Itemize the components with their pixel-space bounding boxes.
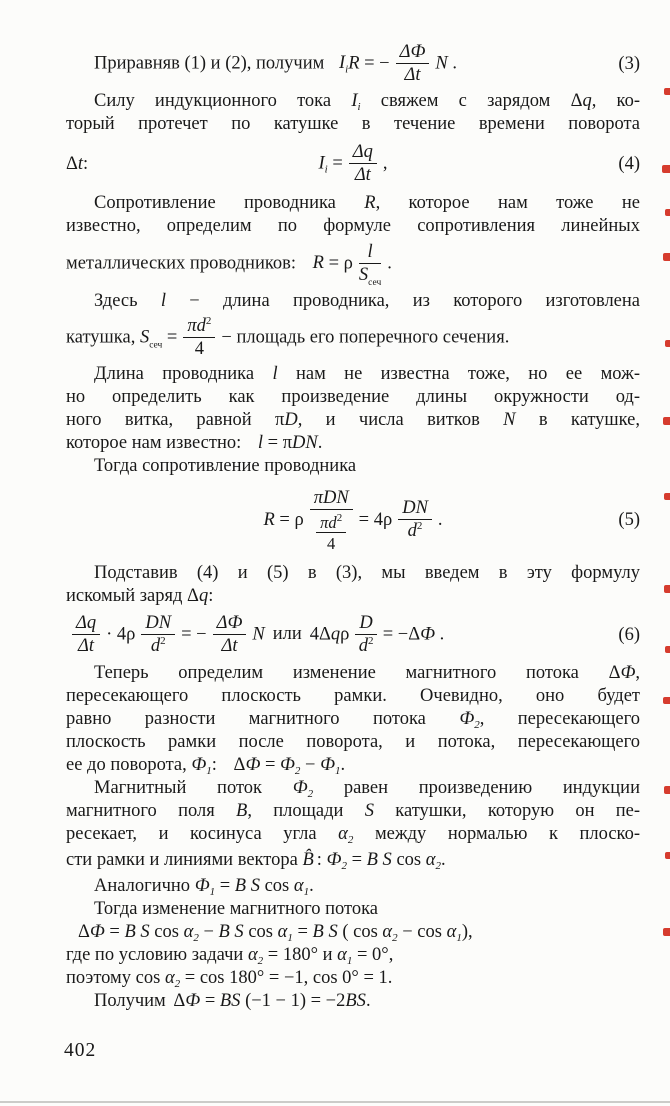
txt: поэтому cos bbox=[66, 968, 161, 988]
var: t bbox=[77, 153, 84, 174]
var: α bbox=[446, 922, 457, 942]
den: Δt bbox=[354, 165, 371, 185]
red-edge-mark bbox=[665, 340, 670, 347]
num: Δq bbox=[72, 613, 100, 635]
operator: = 0°, bbox=[357, 945, 394, 965]
var: q bbox=[198, 586, 209, 606]
var: q bbox=[330, 624, 341, 645]
num bbox=[183, 316, 215, 338]
fraction bbox=[396, 42, 430, 86]
txt: . bbox=[317, 433, 323, 453]
sub: i bbox=[324, 163, 328, 176]
var: Ф bbox=[326, 850, 342, 870]
operator: = bbox=[332, 153, 343, 174]
txt: Сопротивление проводника bbox=[94, 193, 336, 213]
red-edge-mark bbox=[663, 417, 670, 425]
sub: 2 bbox=[174, 978, 181, 990]
text-line bbox=[66, 898, 640, 921]
fraction bbox=[359, 242, 381, 286]
var: Ф bbox=[89, 922, 105, 942]
red-edge-mark bbox=[665, 852, 670, 859]
var: α bbox=[338, 824, 348, 844]
scan-bottom-edge bbox=[0, 1101, 670, 1103]
txt: Δ bbox=[173, 991, 186, 1011]
text-line bbox=[66, 455, 640, 478]
fraction bbox=[213, 613, 247, 657]
var: l bbox=[272, 364, 278, 384]
text-line bbox=[66, 990, 640, 1013]
operator: − cos bbox=[402, 922, 442, 942]
txt: (−1 − 1) = −2 bbox=[245, 991, 346, 1011]
operator: = cos 180° = −1, cos 0° = 1. bbox=[184, 968, 393, 988]
num: ΔФ bbox=[396, 42, 430, 64]
operator: = 180° и bbox=[267, 945, 333, 965]
red-edge-mark bbox=[663, 928, 670, 936]
page-number: 402 bbox=[64, 1040, 97, 1061]
var: BS bbox=[219, 991, 241, 1011]
sub: 1 bbox=[206, 765, 212, 777]
txt: Δ bbox=[233, 755, 246, 775]
txt: − bbox=[221, 327, 232, 348]
equation-number: (3) bbox=[618, 53, 640, 74]
var: α bbox=[425, 850, 436, 870]
txt: между нормалью к плоско- bbox=[374, 824, 641, 844]
num: DN bbox=[398, 498, 432, 520]
text-line bbox=[66, 432, 640, 455]
den: 4 bbox=[194, 339, 204, 359]
txt: плоскость рамки после поворота, и потока, пересекающего bbox=[66, 732, 640, 752]
operator: = ρ bbox=[328, 253, 353, 274]
sub: 2 bbox=[307, 788, 314, 800]
var: α bbox=[247, 945, 258, 965]
txt: . bbox=[439, 624, 445, 645]
var: Ф bbox=[420, 624, 436, 645]
sub: 2 bbox=[257, 955, 264, 967]
den bbox=[316, 510, 346, 553]
var: α bbox=[183, 922, 194, 942]
formula bbox=[66, 242, 392, 286]
txt: равен произведению индукции bbox=[343, 778, 640, 798]
var: Ф bbox=[185, 991, 201, 1011]
txt: . bbox=[440, 850, 446, 870]
var: B bbox=[236, 801, 248, 821]
sub: i bbox=[345, 63, 349, 76]
txt: равно разности магнитного потока bbox=[66, 709, 426, 729]
var: Ф bbox=[191, 755, 207, 775]
text-line bbox=[66, 90, 640, 113]
var: I bbox=[318, 153, 325, 174]
text-line bbox=[66, 875, 640, 898]
text-line bbox=[66, 800, 640, 823]
operator: = bbox=[264, 755, 276, 775]
red-edge-mark bbox=[664, 585, 670, 593]
var: R bbox=[263, 509, 275, 530]
txt: πd bbox=[320, 512, 337, 532]
var: B S bbox=[234, 876, 260, 896]
text-line bbox=[66, 731, 640, 754]
txt: но определить как произведение длины окружности од- bbox=[66, 387, 640, 407]
sup: 2 bbox=[205, 315, 212, 327]
text-line bbox=[66, 215, 640, 238]
txt: магнитного поля bbox=[66, 801, 215, 821]
var: Ф bbox=[292, 778, 308, 798]
sup: 2 bbox=[367, 635, 374, 647]
num: l bbox=[359, 242, 381, 264]
txt: Силу индукционного тока bbox=[94, 91, 332, 111]
text-line bbox=[66, 585, 640, 608]
var: α bbox=[277, 922, 288, 942]
equation-number: (6) bbox=[618, 624, 640, 645]
fraction bbox=[355, 613, 376, 657]
var: Ф bbox=[245, 755, 261, 775]
text-line bbox=[66, 192, 640, 215]
red-edge-mark bbox=[664, 88, 670, 95]
sub: 2 bbox=[341, 860, 347, 872]
num: Δq bbox=[349, 142, 377, 164]
num: πDN bbox=[310, 488, 353, 510]
sub: сеч bbox=[149, 340, 163, 351]
txt: Аналогично bbox=[94, 876, 191, 896]
var: Ф bbox=[620, 663, 636, 683]
txt: , пересекающего bbox=[479, 709, 640, 729]
txt: ного витка, равной bbox=[66, 410, 252, 430]
den: Δt bbox=[404, 65, 421, 85]
txt: , ко- bbox=[591, 91, 641, 111]
equation-4-row bbox=[66, 136, 640, 192]
operator: = − bbox=[364, 53, 390, 74]
sub: 1 bbox=[287, 932, 293, 944]
txt: Получим bbox=[94, 991, 166, 1011]
txt: : bbox=[316, 850, 322, 870]
txt: : bbox=[83, 153, 89, 174]
txt: cos bbox=[248, 922, 273, 942]
var: B S bbox=[312, 922, 338, 942]
operator: = ρ bbox=[279, 509, 304, 530]
txt: Магнитный поток bbox=[94, 778, 263, 798]
fraction bbox=[316, 513, 346, 553]
txt: 4ρ bbox=[116, 624, 136, 645]
equation-6-row bbox=[66, 608, 640, 662]
var: B S bbox=[124, 922, 150, 942]
text-line bbox=[66, 386, 640, 409]
var: α bbox=[337, 945, 347, 965]
operator: = bbox=[219, 876, 231, 896]
txt: cos bbox=[396, 850, 422, 870]
var: R bbox=[312, 253, 324, 274]
text-line bbox=[66, 846, 640, 875]
txt: сти рамки и линиями вектора bbox=[66, 850, 298, 870]
red-edge-mark bbox=[662, 165, 670, 173]
text-line bbox=[66, 562, 640, 585]
equation-number: (5) bbox=[618, 509, 640, 530]
fraction bbox=[141, 613, 175, 657]
page-content bbox=[66, 38, 640, 1013]
var: I bbox=[351, 91, 358, 111]
sup: 2 bbox=[160, 635, 166, 647]
txt: известно, определим по формуле сопротивления линейных bbox=[66, 216, 640, 236]
operator: = bbox=[109, 922, 120, 942]
text-line bbox=[66, 409, 640, 432]
den bbox=[359, 264, 381, 286]
operator: = − bbox=[181, 624, 207, 645]
text-line bbox=[66, 944, 640, 967]
var: S bbox=[139, 327, 150, 348]
operator: = bbox=[351, 850, 362, 870]
equation-number: (4) bbox=[618, 153, 640, 174]
text-line bbox=[66, 113, 640, 136]
var: d bbox=[358, 636, 368, 656]
txt: Длина проводника bbox=[94, 364, 255, 384]
text-line bbox=[66, 290, 640, 313]
text-line bbox=[66, 363, 640, 386]
text-line bbox=[66, 754, 640, 777]
txt: пересекающего плоскость рамки. Очевидно, оно будет bbox=[66, 686, 640, 706]
txt: − длина проводника, из которого изготовлена bbox=[189, 291, 641, 311]
txt: ρ bbox=[340, 624, 350, 645]
text-line bbox=[66, 967, 640, 990]
txt: 4Δ bbox=[309, 624, 331, 645]
var: Ф bbox=[320, 755, 335, 775]
sub: 1 bbox=[334, 765, 341, 777]
txt: ( cos bbox=[342, 922, 378, 942]
txt: Тогда изменение магнитного потока bbox=[94, 899, 379, 919]
fraction bbox=[183, 316, 215, 360]
txt: , и числа витков bbox=[297, 410, 480, 430]
txt: , bbox=[382, 153, 388, 174]
var: l bbox=[160, 291, 166, 311]
var: l bbox=[257, 433, 264, 453]
txt: . bbox=[387, 253, 392, 274]
txt: в катушке, bbox=[538, 410, 641, 430]
equation-6 bbox=[66, 613, 444, 657]
operator: = bbox=[204, 991, 216, 1011]
den bbox=[359, 635, 374, 657]
equation-3 bbox=[66, 42, 457, 86]
var: S bbox=[358, 265, 369, 285]
txt: Теперь определим изменение магнитного потока Δ bbox=[94, 663, 621, 683]
fraction bbox=[349, 142, 377, 186]
txt: Приравняв (1) и (2), получим bbox=[94, 53, 325, 74]
den: 4 bbox=[327, 533, 336, 553]
txt: : bbox=[211, 755, 217, 775]
var: S bbox=[364, 801, 374, 821]
sub: 1 bbox=[456, 932, 462, 944]
txt: . bbox=[365, 991, 371, 1011]
var: Ф bbox=[459, 709, 475, 729]
txt: катушка, bbox=[66, 327, 136, 348]
var: N bbox=[435, 53, 448, 74]
red-edge-mark bbox=[663, 253, 670, 261]
fraction bbox=[310, 488, 353, 553]
txt: нам не известна тоже, но ее мож- bbox=[295, 364, 641, 384]
equation-5 bbox=[263, 488, 442, 553]
var: BS bbox=[345, 991, 366, 1011]
sub: 2 bbox=[435, 860, 441, 872]
txt: ее до поворота, bbox=[66, 755, 187, 775]
txt: ресекает, и косинуса угла bbox=[66, 824, 317, 844]
red-edge-mark bbox=[665, 646, 670, 653]
var: B S bbox=[218, 922, 244, 942]
den bbox=[408, 520, 423, 542]
text-line bbox=[66, 921, 640, 944]
txt: , площади bbox=[247, 801, 344, 821]
operator: = π bbox=[267, 433, 293, 453]
operator: · bbox=[106, 624, 113, 645]
text-line bbox=[66, 823, 640, 846]
vector-B-hat: B̂ bbox=[302, 850, 314, 870]
sub: 2 bbox=[392, 932, 398, 944]
txt: . bbox=[309, 876, 314, 896]
var: Ф bbox=[280, 755, 295, 775]
sub: 2 bbox=[294, 765, 301, 777]
txt: π bbox=[275, 410, 285, 430]
sup: 2 bbox=[416, 520, 423, 532]
sub: i bbox=[357, 101, 361, 113]
txt: или bbox=[272, 624, 302, 645]
num: ΔФ bbox=[213, 613, 247, 635]
sub: 1 bbox=[209, 886, 216, 898]
num bbox=[316, 513, 346, 533]
txt: , bbox=[635, 663, 640, 683]
var: α bbox=[164, 968, 175, 988]
den bbox=[151, 635, 166, 657]
var: I bbox=[338, 53, 346, 74]
num: D bbox=[355, 613, 376, 635]
text-line bbox=[66, 777, 640, 800]
sub: сеч bbox=[368, 278, 382, 288]
txt: торый протечет по катушке в течение времени поворота bbox=[66, 114, 640, 134]
text-line bbox=[66, 662, 640, 685]
txt: πd bbox=[187, 316, 206, 336]
text-line bbox=[66, 685, 640, 708]
red-edge-mark bbox=[664, 493, 670, 500]
txt: . bbox=[340, 755, 346, 775]
txt: катушки, которую он пе- bbox=[395, 801, 641, 821]
red-edge-mark bbox=[663, 697, 670, 704]
txt: Подставив (4) и (5) в (3), мы введем в эту формулу bbox=[94, 563, 640, 583]
var: DN bbox=[292, 433, 318, 453]
var: d bbox=[407, 521, 417, 541]
sub: 1 bbox=[303, 886, 310, 898]
var: d bbox=[150, 636, 161, 656]
txt: металлических проводников: bbox=[66, 253, 297, 274]
txt: где по условию задачи bbox=[66, 945, 244, 965]
txt: Δ bbox=[78, 922, 90, 942]
operator: = bbox=[297, 922, 308, 942]
resistance-formula-row bbox=[66, 238, 640, 290]
red-edge-mark bbox=[665, 209, 670, 216]
var: R bbox=[364, 193, 376, 213]
sub: 2 bbox=[193, 932, 199, 944]
operator: − bbox=[305, 755, 316, 775]
var: Ф bbox=[194, 876, 210, 896]
fraction bbox=[72, 613, 100, 657]
den: Δt bbox=[221, 636, 238, 656]
txt: cos bbox=[264, 876, 290, 896]
sup: 2 bbox=[336, 511, 343, 524]
var: α bbox=[382, 922, 393, 942]
txt: cos bbox=[154, 922, 179, 942]
var: N bbox=[252, 624, 265, 645]
equation-5-row bbox=[66, 478, 640, 562]
var: q bbox=[582, 91, 592, 111]
fraction bbox=[398, 498, 432, 542]
operator: = bbox=[166, 327, 178, 348]
txt: ), bbox=[461, 922, 473, 942]
txt: площадь его поперечного сечения. bbox=[236, 327, 510, 348]
txt: . bbox=[437, 509, 443, 530]
var: B S bbox=[366, 850, 392, 870]
txt: Δ bbox=[66, 153, 78, 174]
lead bbox=[66, 153, 318, 176]
operator: = 4ρ bbox=[358, 509, 393, 530]
var: D bbox=[284, 410, 298, 430]
txt: искомый заряд Δ bbox=[66, 586, 199, 606]
txt: . bbox=[452, 53, 457, 74]
area-formula-row bbox=[66, 313, 640, 363]
var: N bbox=[503, 410, 516, 430]
txt: : bbox=[208, 586, 214, 606]
den: Δt bbox=[78, 636, 95, 656]
red-edge-mark bbox=[664, 786, 670, 794]
sub: 2 bbox=[347, 834, 354, 846]
txt: которое нам известно: bbox=[66, 433, 242, 453]
var: R bbox=[348, 53, 360, 74]
sub: 1 bbox=[346, 955, 353, 967]
num: DN bbox=[141, 613, 175, 635]
operator: − bbox=[203, 922, 214, 942]
text-line bbox=[66, 708, 640, 731]
sub: 2 bbox=[474, 719, 480, 731]
txt: Здесь bbox=[94, 291, 138, 311]
equation-4 bbox=[318, 142, 387, 186]
txt: свяжем с зарядом Δ bbox=[380, 91, 583, 111]
formula bbox=[66, 316, 509, 360]
operator: = −Δ bbox=[382, 624, 421, 645]
equation-3-row bbox=[66, 38, 640, 90]
var: α bbox=[293, 876, 304, 896]
txt: , которое нам тоже не bbox=[375, 193, 640, 213]
txt: Тогда сопротивление проводника bbox=[94, 456, 357, 476]
